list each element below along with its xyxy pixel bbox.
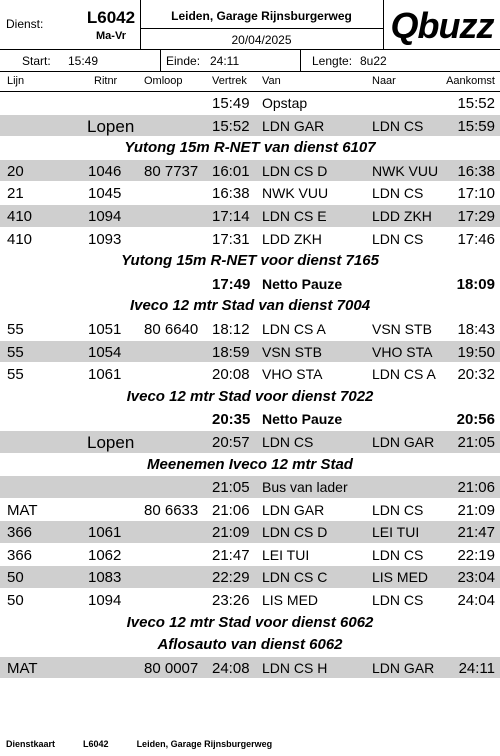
section-title: Iveco 12 mtr Stad voor dienst 7022 (126, 387, 374, 405)
line-number: 21 (7, 185, 24, 203)
to-stop: LDD ZKH (372, 207, 432, 224)
arrival-time: 19:50 (457, 343, 495, 361)
divider (300, 50, 301, 72)
arrival-time: 21:09 (457, 501, 495, 519)
divider (383, 0, 384, 50)
departure-time: 20:57 (212, 433, 250, 451)
from-stop: LIS MED (262, 592, 319, 609)
to-stop: LEI TUI (372, 524, 420, 541)
departure-time: 20:35 (212, 411, 251, 429)
line-number: MAT (7, 501, 38, 519)
trip-number: 1045 (88, 185, 122, 203)
trip-row (0, 589, 500, 612)
trip-row (0, 566, 500, 589)
section-heading (0, 386, 500, 409)
departure-time: 17:14 (212, 207, 250, 225)
to-stop: LDN CS (372, 501, 424, 518)
page-footer (6, 739, 300, 749)
section-heading (0, 454, 500, 477)
departure-time: 18:59 (212, 343, 250, 361)
departure-time: 21:09 (212, 524, 250, 542)
departure-time: 21:05 (212, 479, 250, 497)
line-number: 55 (7, 366, 24, 384)
trip-row (0, 273, 500, 296)
arrival-time: 17:29 (457, 207, 495, 225)
lengte-label: Lengte: (312, 54, 353, 68)
col-lijn: Lijn (7, 75, 25, 87)
departure-time: 16:38 (212, 185, 250, 203)
to-stop: LDN CS (372, 592, 424, 609)
arrival-time: 24:11 (458, 659, 495, 677)
from-stop: LDN CS H (262, 659, 328, 676)
departure-time: 16:01 (212, 162, 250, 180)
arrival-time: 18:09 (456, 275, 495, 293)
from-stop: LDN CS A (262, 320, 326, 337)
line-number: 55 (7, 320, 24, 338)
from-stop: LEI TUI (262, 546, 310, 563)
section-heading (0, 137, 500, 160)
section-title: Yutong 15m R-NET van dienst 6107 (124, 139, 376, 157)
duty-rows (0, 92, 500, 679)
arrival-time: 20:56 (456, 411, 495, 429)
departure-time: 17:49 (212, 275, 251, 293)
arrival-time: 18:43 (457, 320, 495, 338)
footer-label: Dienstkaart (6, 739, 56, 749)
departure-time: 24:08 (212, 659, 250, 677)
section-heading (0, 250, 500, 273)
section-title: Aflosauto van dienst 6062 (157, 636, 343, 654)
from-stop: LDD ZKH (262, 230, 322, 247)
qbuzz-logo: Qbuzz (390, 5, 494, 46)
block-number: 80 7737 (144, 162, 199, 180)
duty-times-bar (0, 50, 500, 72)
walk-label: Lopen (87, 116, 135, 136)
from-stop: NWK VUU (262, 185, 329, 202)
trip-row (0, 182, 500, 205)
line-number: 50 (7, 569, 24, 587)
line-number: 410 (7, 230, 33, 248)
section-heading (0, 634, 500, 657)
divider (160, 50, 161, 72)
section-title: Iveco 12 mtr Stad van dienst 7004 (129, 297, 371, 315)
line-number: 410 (7, 207, 33, 225)
to-stop: LDN GAR (372, 659, 435, 676)
trip-row (0, 657, 500, 680)
departure-time: 15:52 (212, 117, 250, 135)
arrival-time: 21:47 (457, 524, 495, 542)
walk-row (0, 115, 500, 138)
trip-number: 1083 (88, 569, 122, 587)
service-days: Ma-Vr (96, 30, 126, 42)
section-title: Yutong 15m R-NET voor dienst 7165 (121, 252, 379, 270)
from-stop: LDN CS C (262, 569, 328, 586)
start-value: 15:49 (68, 54, 99, 68)
column-headers (0, 72, 500, 92)
trip-number: 1062 (88, 546, 122, 564)
footer-location: Leiden, Garage Rijnsburgerweg (136, 739, 273, 749)
col-van: Van (262, 75, 281, 87)
departure-time: 22:29 (212, 569, 250, 587)
from-stop: VHO STA (262, 366, 323, 383)
departure-time: 15:49 (212, 95, 250, 112)
trip-number: 1051 (88, 320, 122, 338)
trip-number: 1061 (88, 524, 122, 542)
divider (140, 28, 383, 29)
from-stop: LDN GAR (262, 501, 325, 518)
trip-row (0, 160, 500, 183)
to-stop: VSN STB (372, 320, 432, 337)
start-label: Start: (22, 54, 51, 68)
trip-row (0, 476, 500, 499)
from-stop: Opstap (262, 95, 308, 111)
garage-location: Leiden, Garage Rijnsburgerweg (171, 9, 352, 23)
line-number: 366 (7, 524, 33, 542)
trip-row (0, 318, 500, 341)
to-stop: LDN CS (372, 185, 424, 202)
lengte-value: 8u22 (360, 54, 387, 68)
trip-row (0, 521, 500, 544)
departure-time: 18:12 (212, 320, 250, 338)
to-stop: VHO STA (372, 343, 433, 360)
arrival-time: 16:38 (457, 162, 495, 180)
arrival-time: 17:10 (457, 185, 495, 203)
from-stop: Netto Pauze (262, 411, 343, 428)
einde-label: Einde: (166, 54, 201, 68)
footer-code: L6042 (83, 739, 109, 749)
arrival-time: 17:46 (457, 230, 495, 248)
to-stop: LIS MED (372, 569, 429, 586)
block-number: 80 6633 (144, 501, 199, 519)
walk-row (0, 431, 500, 454)
departure-time: 23:26 (212, 592, 250, 610)
block-number: 80 6640 (144, 320, 199, 338)
arrival-time: 15:59 (457, 117, 495, 135)
trip-row (0, 408, 500, 431)
duty-date: 20/04/2025 (231, 33, 292, 47)
trip-number: 1094 (88, 592, 122, 610)
trip-row (0, 544, 500, 567)
walk-label: Lopen (87, 432, 135, 452)
col-aankomst: Aankomst (446, 75, 495, 87)
col-ritnr: Ritnr (94, 75, 118, 87)
to-stop: LDN CS (372, 546, 424, 563)
line-number: 50 (7, 592, 24, 610)
arrival-time: 20:32 (457, 366, 495, 384)
from-stop: VSN STB (262, 343, 322, 360)
departure-time: 21:06 (212, 501, 250, 519)
line-number: 55 (7, 343, 24, 361)
to-stop: LDN CS (372, 230, 424, 247)
from-stop: LDN CS D (262, 162, 328, 179)
from-stop: Netto Pauze (262, 275, 343, 292)
departure-time: 17:31 (212, 230, 250, 248)
line-number: 20 (7, 162, 24, 180)
trip-row (0, 363, 500, 386)
col-omloop: Omloop (144, 75, 183, 87)
to-stop: LDN CS A (372, 366, 436, 383)
section-heading (0, 295, 500, 318)
col-vertrek: Vertrek (212, 75, 247, 87)
dienst-label: Dienst: (6, 17, 44, 31)
from-stop: LDN CS (262, 433, 314, 450)
trip-number: 1093 (88, 230, 122, 248)
arrival-time: 24:04 (457, 592, 495, 610)
trip-row (0, 341, 500, 364)
section-heading (0, 612, 500, 635)
from-stop: LDN CS E (262, 207, 327, 224)
to-stop: LDN CS (372, 117, 424, 134)
trip-number: 1046 (88, 162, 122, 180)
dienst-code: L6042 (86, 8, 136, 27)
from-stop: LDN CS D (262, 524, 328, 541)
section-title: Iveco 12 mtr Stad voor dienst 6062 (126, 613, 374, 631)
arrival-time: 23:04 (457, 569, 495, 587)
trip-number: 1094 (88, 207, 122, 225)
line-number: 366 (7, 546, 33, 564)
from-stop: LDN GAR (262, 117, 325, 134)
from-stop: Bus van lader (262, 479, 348, 496)
trip-row (0, 92, 500, 115)
line-number: MAT (7, 659, 38, 677)
section-title: Meenemen Iveco 12 mtr Stad (147, 455, 353, 473)
departure-time: 20:08 (212, 366, 250, 384)
einde-value: 24:11 (210, 54, 240, 68)
trip-row (0, 228, 500, 251)
to-stop: LDN GAR (372, 433, 435, 450)
arrival-time: 21:05 (457, 433, 495, 451)
trip-number: 1061 (88, 366, 122, 384)
trip-number: 1054 (88, 343, 122, 361)
arrival-time: 21:06 (457, 479, 495, 497)
trip-row (0, 205, 500, 228)
arrival-time: 15:52 (457, 95, 495, 112)
departure-time: 21:47 (212, 546, 250, 564)
to-stop: NWK VUU (372, 162, 439, 179)
arrival-time: 22:19 (457, 546, 495, 564)
col-naar: Naar (372, 75, 396, 87)
block-number: 80 0007 (144, 659, 199, 677)
trip-row (0, 499, 500, 522)
duty-header (0, 0, 500, 50)
